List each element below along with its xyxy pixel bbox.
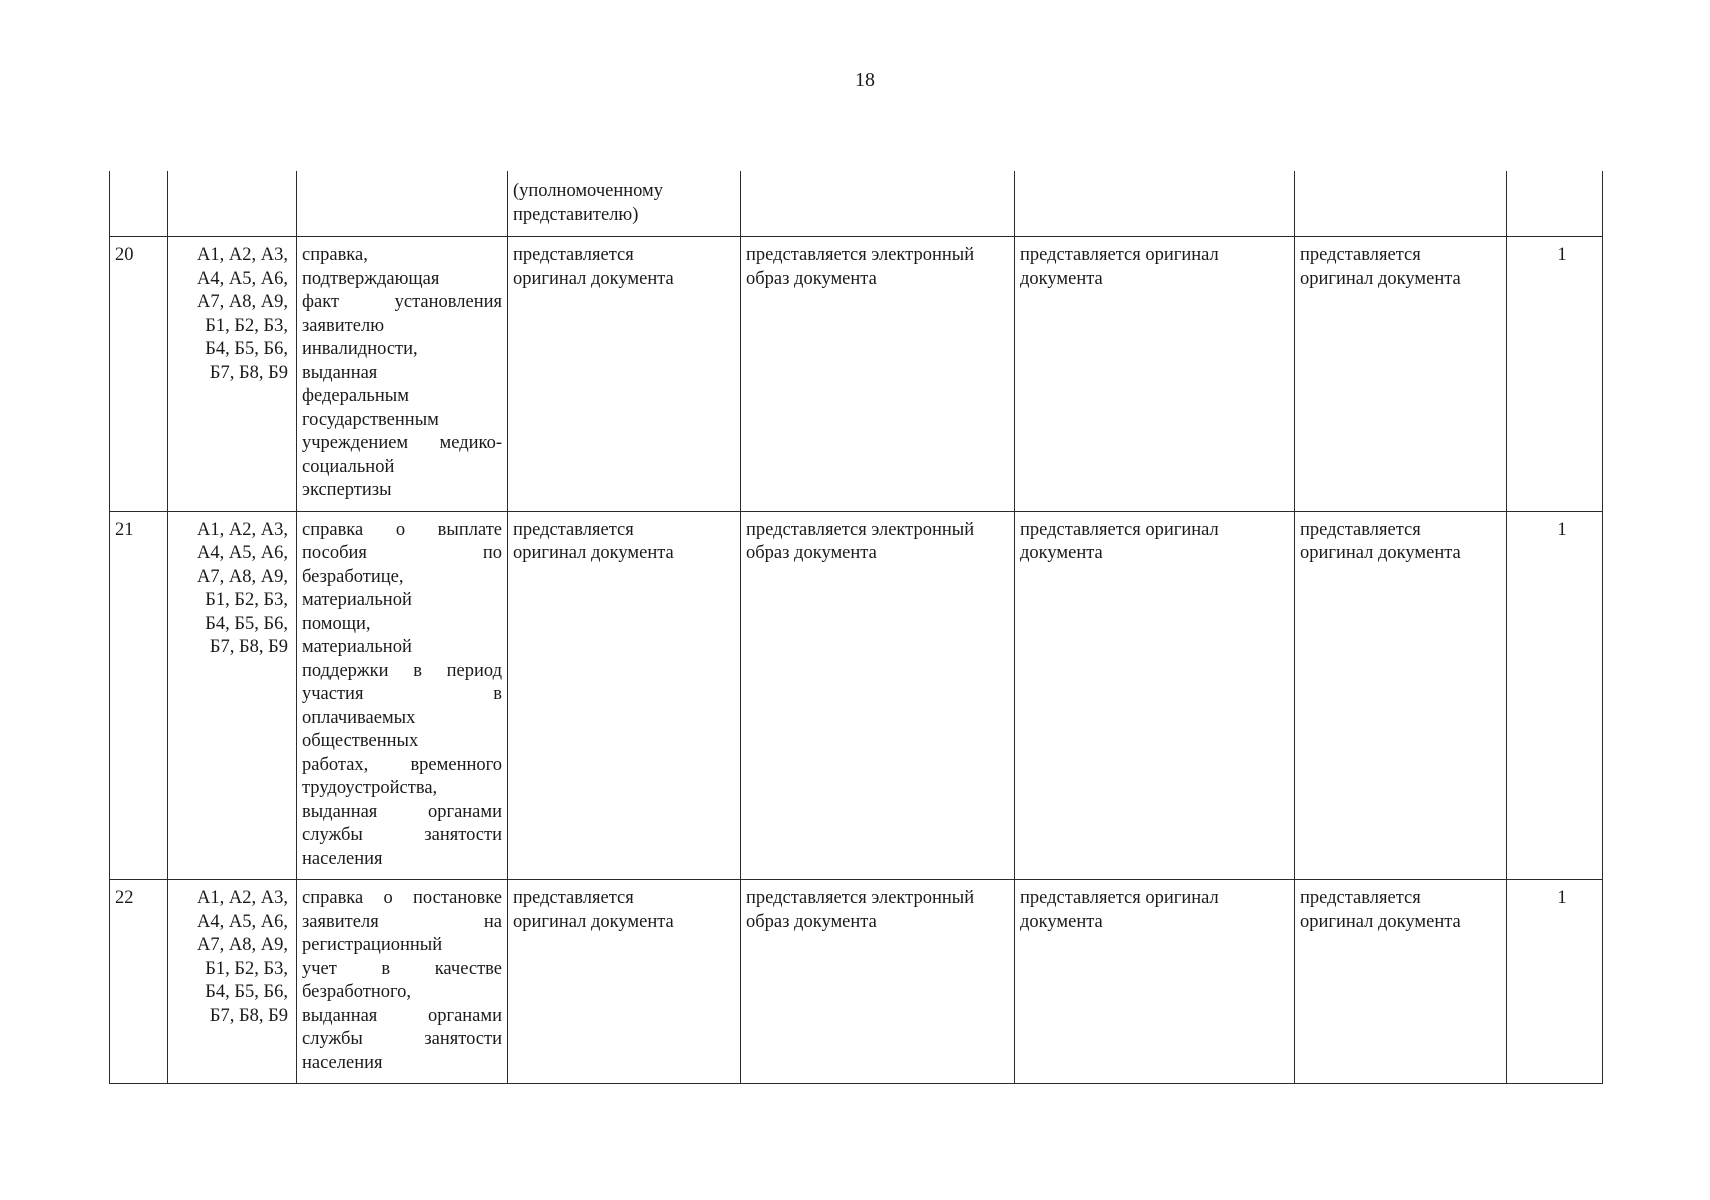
document-count [1507, 237, 1603, 512]
code-line: Б1, Б2, Б3, [205, 958, 288, 979]
document-count-text: 1 [1557, 519, 1567, 540]
continuation-line: (уполномоченному [513, 181, 663, 201]
document-name-line: экспертизы [302, 480, 392, 500]
col6-line: представляется оригинал [1020, 888, 1219, 908]
cell-col4 [508, 237, 741, 512]
table-row [110, 511, 1603, 880]
col4-line: оригинал документа [513, 268, 674, 289]
code-line: Б7, Б8, Б9 [209, 362, 288, 383]
col6-line: представляется оригинал [1020, 245, 1219, 265]
document-name-line: федеральным [302, 386, 409, 406]
row-number [110, 511, 168, 880]
document-name-line: работах, временного [302, 754, 502, 775]
document-name-line: безработице, [302, 566, 404, 587]
document-count-text: 1 [1557, 888, 1567, 908]
document-name-line: выданная органами [302, 1005, 502, 1026]
col6-line: документа [1020, 911, 1103, 932]
document-name-line: выданная органами [302, 801, 502, 822]
col4-line: представляется [513, 519, 634, 540]
cell-col6 [1015, 237, 1295, 512]
document-name [297, 237, 508, 512]
document-name-line: пособия по [302, 543, 502, 563]
col5-line: образ документа [746, 268, 877, 289]
cell-col4 [508, 511, 741, 880]
code-line: Б1, Б2, Б3, [205, 315, 288, 336]
cell-col5 [741, 171, 1015, 237]
code-line: Б4, Б5, Б6, [205, 339, 288, 359]
document-name-line: помощи, [302, 613, 371, 634]
code-line: А1, А2, А3, [197, 888, 288, 908]
col6-line: документа [1020, 543, 1103, 563]
col4-line: представляется [513, 888, 634, 908]
document-name-line: общественных [302, 731, 419, 751]
code-line: Б7, Б8, Б9 [209, 1005, 288, 1026]
col6-line: документа [1020, 268, 1103, 289]
col5-line: образ документа [746, 911, 877, 932]
document-name-line: безработного, [302, 982, 412, 1002]
document-name [297, 511, 508, 880]
document-name-line: справка о постановке [302, 888, 502, 908]
document-name-line: материальной [302, 637, 412, 657]
document-name-line: факт установления [302, 292, 502, 312]
code-line: А7, А8, А9, [197, 566, 288, 587]
page-number: 18 [855, 69, 875, 91]
col7-line: представляется [1300, 519, 1421, 540]
cell-continuation-text [508, 171, 741, 237]
cell-col6 [1015, 511, 1295, 880]
document-count [1507, 880, 1603, 1084]
col7-line: оригинал документа [1300, 543, 1461, 563]
document-name-line: заявителя на [302, 911, 502, 932]
code-line: Б4, Б5, Б6, [205, 982, 288, 1002]
cell-col5 [741, 511, 1015, 880]
col4-line: представляется [513, 245, 634, 265]
col4-line: оригинал документа [513, 543, 674, 563]
document-name-line: регистрационный [302, 935, 443, 955]
col5-line: представляется электронный [746, 519, 975, 540]
continuation-row [110, 171, 1603, 237]
cell-count [1507, 171, 1603, 237]
document-name-line: справка, [302, 245, 368, 265]
document-name-line: службы занятости [302, 1029, 502, 1049]
col5-line: представляется электронный [746, 888, 975, 908]
document-name-line: учреждением медико- [302, 433, 502, 453]
cell-col6 [1015, 880, 1295, 1084]
col4-line: оригинал документа [513, 911, 674, 932]
row-number-text: 21 [115, 519, 134, 540]
col5-line: представляется электронный [746, 245, 975, 265]
row-number [110, 237, 168, 512]
code-line: А4, А5, А6, [197, 543, 288, 563]
code-line: А1, А2, А3, [197, 519, 288, 540]
document-count-text: 1 [1557, 245, 1567, 265]
cell-name [297, 171, 508, 237]
code-line: А1, А2, А3, [197, 245, 288, 265]
cell-col6 [1015, 171, 1295, 237]
document-name-line: справка о выплате [302, 519, 502, 540]
code-line: А4, А5, А6, [197, 911, 288, 932]
document-name-line: населения [302, 848, 383, 869]
document-name-line: участия в [302, 684, 502, 704]
row-number-text: 22 [115, 888, 134, 908]
cell-col7 [1295, 237, 1507, 512]
table-row [110, 880, 1603, 1084]
document-name-line: заявителю [302, 315, 385, 336]
documents-table [109, 171, 1603, 1084]
code-line: А4, А5, А6, [197, 268, 288, 289]
document-count [1507, 511, 1603, 880]
document-name-line: службы занятости [302, 825, 502, 845]
col6-line: представляется оригинал [1020, 519, 1219, 540]
document-name-line: трудоустройства, [302, 778, 438, 798]
document-name-line: поддержки в период [302, 660, 502, 681]
code-line: А7, А8, А9, [197, 935, 288, 955]
applicant-codes [168, 237, 297, 512]
col7-line: оригинал документа [1300, 268, 1461, 289]
code-line: А7, А8, А9, [197, 292, 288, 312]
col5-line: образ документа [746, 543, 877, 563]
col7-line: представляется [1300, 245, 1421, 265]
document-name-line: выданная [302, 362, 378, 383]
cell-num [110, 171, 168, 237]
cell-col5 [741, 237, 1015, 512]
continuation-line: представителю) [513, 204, 639, 225]
code-line: Б4, Б5, Б6, [205, 613, 288, 634]
col7-line: оригинал документа [1300, 911, 1461, 932]
applicant-codes [168, 880, 297, 1084]
document-name-line: подтверждающая [302, 268, 440, 289]
document-name-line: оплачиваемых [302, 707, 416, 728]
cell-col5 [741, 880, 1015, 1084]
row-number-text: 20 [115, 245, 134, 265]
cell-col7 [1295, 880, 1507, 1084]
document-name-line: населения [302, 1052, 383, 1073]
row-number [110, 880, 168, 1084]
code-line: Б1, Б2, Б3, [205, 590, 288, 610]
document-name [297, 880, 508, 1084]
document-name-line: государственным [302, 409, 439, 430]
cell-col7 [1295, 171, 1507, 237]
cell-col4 [508, 880, 741, 1084]
col7-line: представляется [1300, 888, 1421, 908]
cell-col7 [1295, 511, 1507, 880]
applicant-codes [168, 511, 297, 880]
table-row [110, 237, 1603, 512]
cell-codes [168, 171, 297, 237]
table-body [110, 171, 1603, 1084]
document-name-line: социальной [302, 456, 395, 477]
document-name-line: материальной [302, 590, 412, 610]
code-line: Б7, Б8, Б9 [209, 637, 288, 657]
document-name-line: инвалидности, [302, 339, 418, 359]
document-name-line: учет в качестве [302, 958, 502, 979]
